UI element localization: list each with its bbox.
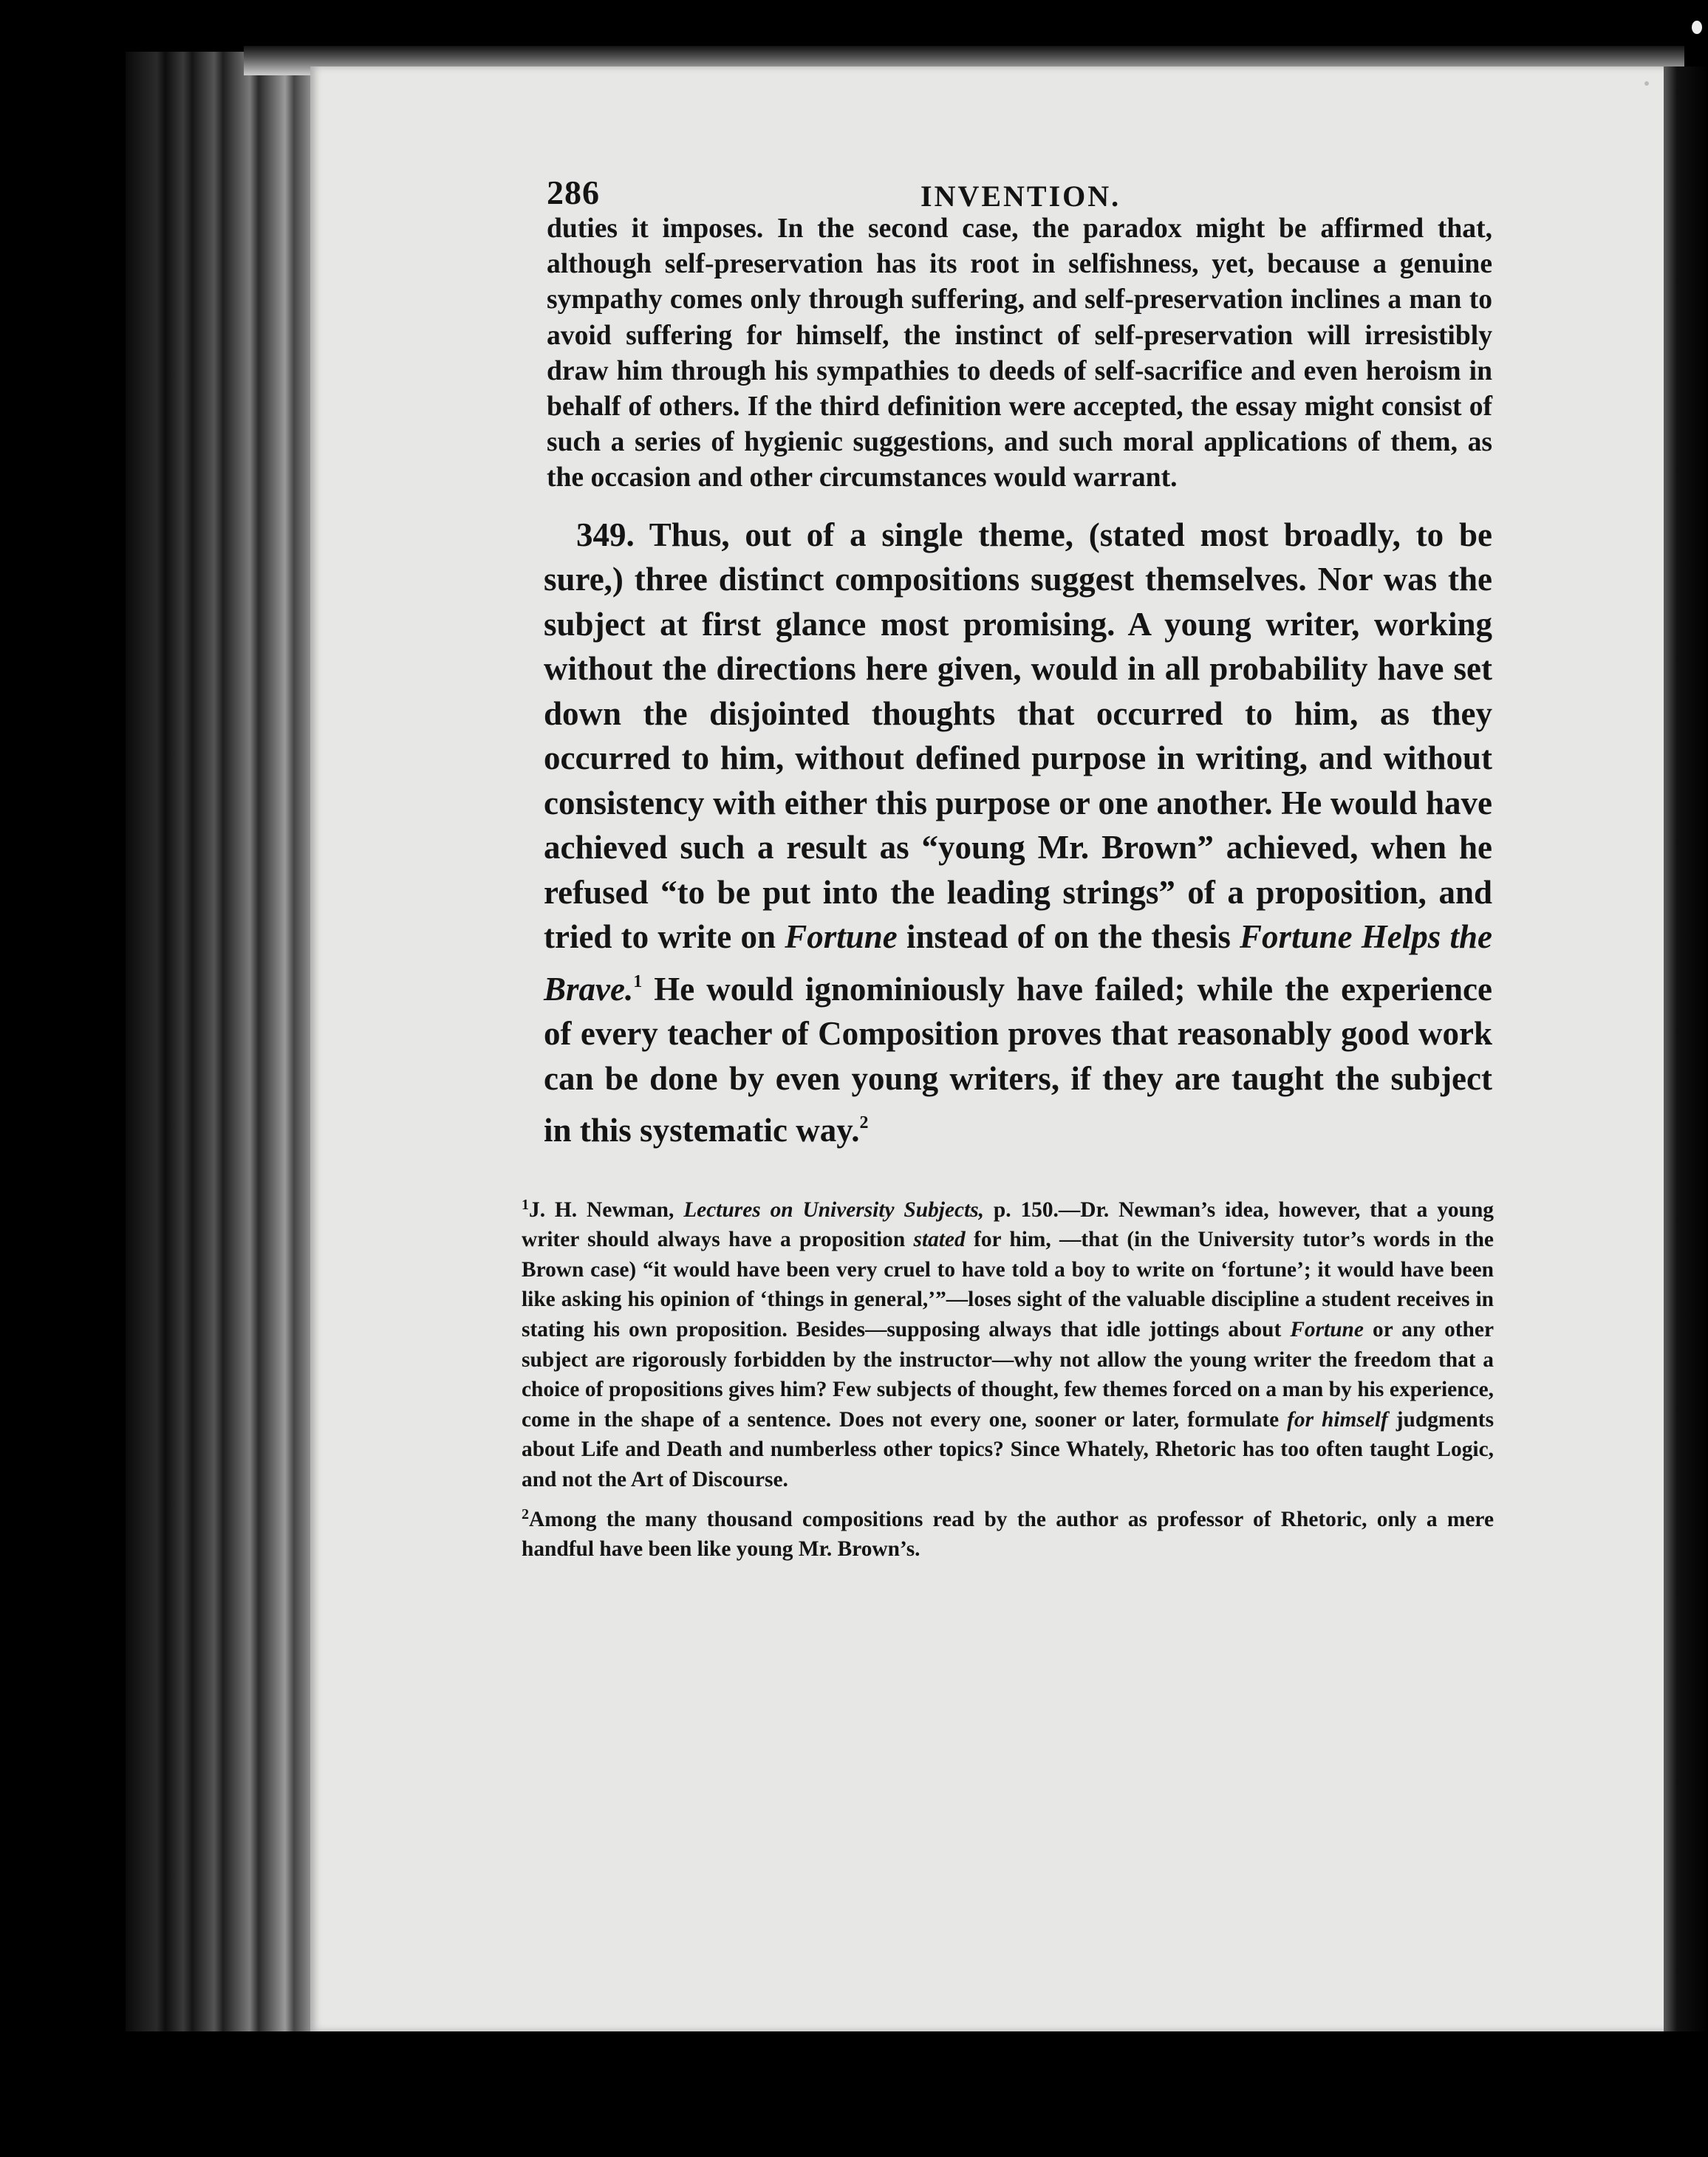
page-header [536, 152, 1492, 211]
footnote-1-text-d: judgments about Life and Death and numberless other topics? Since Whately, Rhetoric has too often taught Logic, and not the Art of Discourse. [522, 1407, 1494, 1491]
footnote-1-text-c: or any other subject are rigorously forbidden by the instructor—why not allow the young writer the freedom that a choice of propositions gives him? Few subjects of thought, few themes forced on a man by his experience, come in the shape of a sentence. Does not every one, sooner or later, formulate [522, 1318, 1494, 1432]
footnote-ref-1: 1 [633, 971, 643, 991]
page-number: 286 [547, 174, 600, 211]
footnote-1 [522, 1190, 1494, 1495]
footnote-1-text-b: for him, —that (in the University tutor’s words in the Brown case) “it would have been very cruel to have told a boy to write on ‘fortune’; it would have been like asking his opinion of ‘things in general,’”—loses sight of the valuable discipline a student receives in stating his own proposition. Besides—supposing always that idle jottings about [522, 1228, 1494, 1341]
footnote-2-mark: 2 [522, 1505, 529, 1522]
footnote-2-text: Among the many thousand compositions read by the author as professor of Rhetoric, only a mere handful have been like young Mr. Brown’s. [522, 1507, 1494, 1562]
footnote-1-fortune: Fortune [1290, 1318, 1364, 1341]
section-349-paragraph [544, 513, 1492, 1153]
italic-thesis-title: Fortune Helps the Brave. [544, 918, 1492, 1008]
scan-speck [1644, 81, 1649, 86]
footnote-1-text-a: p. 150.—Dr. Newman’s idea, however, that a young writer should always have a proposition [522, 1197, 1494, 1252]
book-gutter-right [1664, 66, 1708, 2031]
footnote-1-author: J. H. Newman, [529, 1197, 674, 1222]
footnote-1-for-himself: for himself [1287, 1407, 1388, 1432]
footnote-1-stated: stated [913, 1228, 966, 1252]
footnote-1-work-title: Lectures on University Subjects, [683, 1197, 985, 1222]
page-text-block [522, 152, 1494, 1565]
section-349-text-part2: instead of on the thesis [906, 918, 1231, 956]
footnote-ref-2: 2 [859, 1113, 869, 1133]
section-349-text-part1: Thus, out of a single theme, (stated most broadly, to be sure,) three distinct compositions suggest themselves. Nor was the subject at first glance most promising. A young writer, working without the directions here given, would in all probability have set down the disjointed thoughts that occurred to him, as they occurred to him, without defined purpose in writing, and without consistency with either this purpose or one another. He would have achieved such a result as “young Mr. Brown” achieved, when he refused “to be put into the leading strings” of a proposition, and tried to write on [544, 516, 1492, 956]
footnote-2 [522, 1500, 1494, 1565]
scan-speck [1692, 21, 1702, 34]
continuation-paragraph: duties it imposes. In the second case, the paradox might be affirmed that, although self-preservation has its root in selfishness, yet, because a genuine sympathy comes only through suffering, and self-preservation inclines a man to avoid suffering for himself, the instinct of self-preservation will irresistibly draw him through his sympathies to deeds of self-sacrifice and even heroism in behalf of others. If the third definition were accepted, the essay might consist of such a series of hygienic suggestions, and such moral applications of them, as the occasion and other circumstances would warrant. [547, 213, 1492, 493]
running-head: INVENTION. [920, 180, 1121, 213]
section-number: 349. [576, 516, 635, 553]
italic-fortune: Fortune [785, 918, 898, 956]
footnote-1-mark: 1 [522, 1196, 529, 1213]
section-349-text-part3: He would ignominiously have failed; while the experience of every teacher of Composition proves that reasonably good work can be done by even young writers, if they are taught the subject in this systematic way. [544, 970, 1493, 1149]
